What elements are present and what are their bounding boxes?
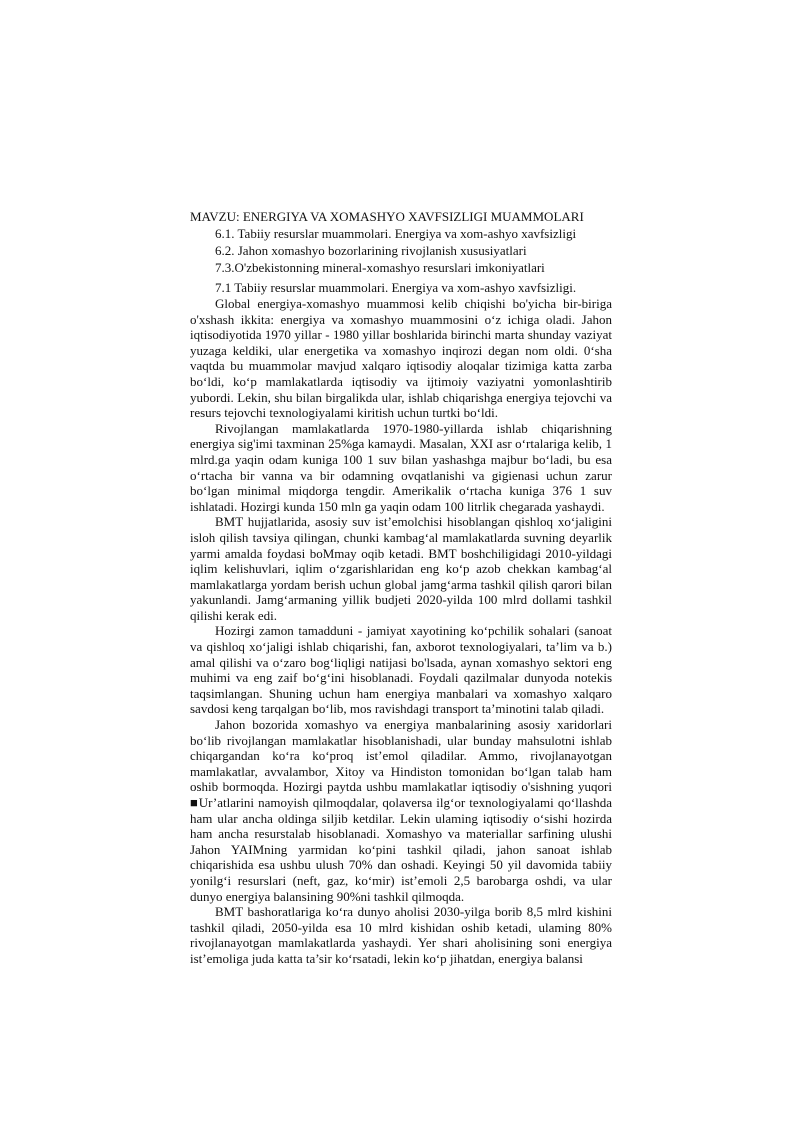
paragraph: BMT bashoratlariga ko‘ra dunyo aholisi 2030-yilga borib 8,5 mlrd kishini tashkil qiladi, 2050-yilda esa 10 mlrd kishidan oshib ketadi, ulaming 80% rivojlanayotgan mamlakatlarda yashaydi. Yer shari aholisining soni energiya ist’emoliga juda katta ta’sir ko‘rsatadi, lekin ko‘p jihatdan, energiya balansi [190,904,612,966]
toc-item: 6.2. Jahon xomashyo bozorlarining rivojlanish xususiyatlari [215,243,527,258]
paragraph: BMT hujjatlarida, asosiy suv ist’emolchisi hisoblangan qishloq xo‘jaligini isloh qilish tavsiya qilingan, chunki kambag‘al mamlakatlarda suvning deyarlik yarmi amalda foydasi boMmay oqib ketadi. BMT boshchiligidagi 2010-yildagi iqlim kelishuvlari, iqlim o‘zgarishlaridan eng ko‘p azob chekkan kambag‘al mamlakatlarga yordam berish uchun global jamg‘arma tashkil qilish qarori bilan yakunlandi. Jamg‘armaning yillik budjeti 2020-yilda 100 mlrd dollami tashkil qilishi kerak edi. [190,514,612,623]
table-of-contents [190,226,612,276]
document-title: MAVZU: ENERGIYA VA XOMASHYO XAVFSIZLIGI MUAMMOLARI [190,209,584,224]
section-heading: 7.1 Tabiiy resurslar muammolari. Energiya va xom-ashyo xavfsizligi. [215,280,577,295]
paragraph: Hozirgi zamon tamadduni - jamiyat xayotining ko‘pchilik sohalari (sanoat va qishloq xo‘jaligi ishlab chiqarishi, fan, axborot texnologiyalari, ta’lim va b.) amal qilishi va o‘zaro bog‘liqligi natijasi bo'lsada, aynan xomashyo sektori eng muhimi va eng zaif bo‘g‘ini hisoblanadi. Foydali qazilmalar dunyoda notekis taqsimlangan. Shuning uchun ham energiya manbalari va xomashyo xalqaro savdosi keng tarqalgan bo‘lib, mos ravishdagi transport ta’minotini talab qiladi. [190,623,612,717]
paragraph: Rivojlangan mamlakatlarda 1970-1980-yillarda ishlab chiqarishning energiya sig'imi taxminan 25%ga kamaydi. Masalan, XXI asr o‘rtalariga kelib, 1 mlrd.ga yaqin odam kuniga 100 1 suv bilan yashashga majbur bo‘ladi, bu esa o‘rtacha bir vanna va bir odamning ovqatlanishi va gigienasi uchun zarur bo‘lgan minimal miqdorga tengdir. Amerikalik o‘rtacha kuniga 376 1 suv ishlatadi. Hozirgi kunda 150 mln ga yaqin odam 100 litrlik chegarada yashaydi. [190,420,612,514]
paragraph: Jahon bozorida xomashyo va energiya manbalarining asosiy xaridorlari bo‘lib rivojlangan mamlakatlar hisoblanishadi, ular bunday mahsulotni ishlab chiqargandan ko‘ra ko‘proq ist’emol qiladilar. Ammo, rivojlanayotgan mamlakatlar, avvalambor, Xitoy va Hindiston tomonidan bo‘lgan talab ham oshib bormoqda. Hozirgi paytda ushbu mamlakatlar iqtisodiy o'sishning yuqori ■Ur’atlarini namoyish qilmoqdalar, qolaversa ilg‘or texnologiyalami qo‘llashda ham ular ancha oldinga siljib ketdilar. Lekin ulaming iqtisodiy o‘sishi hozirda ham ancha resurstalab hisoblanadi. Xomashyo va materiallar sarfining ulushi Jahon YAIMning yarmidan ko‘pini tashkil qiladi, jahon sanoat ishlab chiqarishida esa ushbu ulush 70% dan oshadi. Keyingi 50 yil davomida tabiiy yonilg‘i resurslari (neft, gaz, ko‘mir) ist’emoli 2,5 barobarga oshdi, va ular dunyo energiya balansining 90%ni tashkil qilmoqda. [190,717,612,904]
toc-item: 7.3.O'zbekistonning mineral-xomashyo resurslari imkoniyatlari [215,260,545,275]
paragraph: Global energiya-xomashyo muammosi kelib chiqishi bo'yicha bir-biriga o'xshash ikkita: energiya va xomashyo muammosini o‘z ichiga oladi. Jahon iqtisodiyotida 1970 yillar - 1980 yillar boshlarida birinchi marta shunday vaziyat yuzaga keldiki, ular energetika va xomashyo inqirozi degan nom oldi. 0‘sha vaqtda bu muammolar mavjud xalqaro iqtisodiy aloqalar tizimiga katta zarba bo‘ldi, ko‘p mamlakatlarda iqtisodiy va ijtimoiy vaziyatni yomonlashtirib yubordi. Lekin, shu bilan birgalikda ular, ishlab chiqarishga energiya tejovchi va resurs tejovchi texnologiyalami kiritish uchun turtki bo‘ldi. [190,296,612,421]
toc-item: 6.1. Tabiiy resurslar muammolari. Energiya va xom-ashyo xavfsizligi [215,226,577,241]
